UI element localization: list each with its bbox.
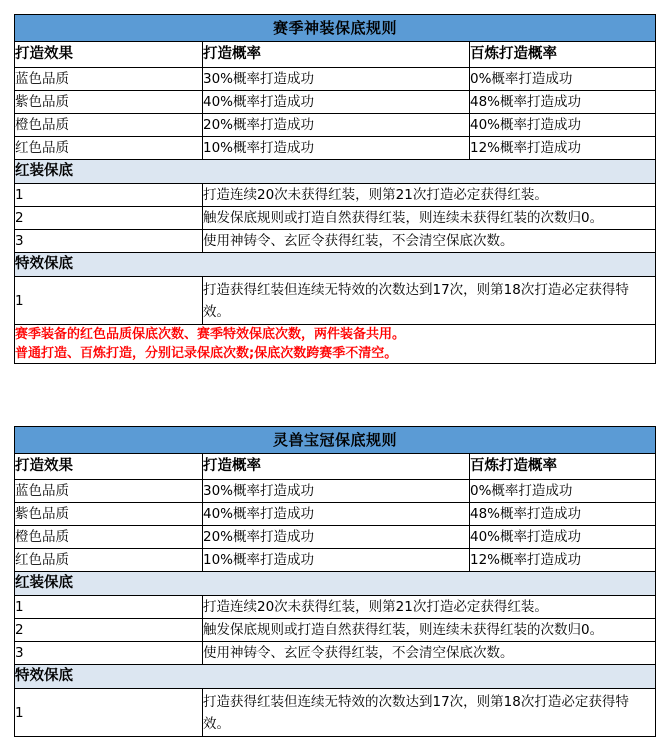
refine-rate-value: 48%概率打造成功 (470, 503, 656, 526)
section-heading-red-gear: 红装保底 (15, 160, 656, 184)
column-header-rate: 打造概率 (203, 454, 470, 480)
quality-label: 紫色品质 (15, 503, 203, 526)
craft-rate-value: 30%概率打造成功 (203, 480, 470, 503)
rule-row (15, 184, 656, 207)
quality-label: 橙色品质 (15, 526, 203, 549)
rule-text: 触发保底规则或打造自然获得红装，则连续未获得红装的次数归0。 (203, 207, 656, 230)
column-header-refine-rate: 百炼打造概率 (470, 454, 656, 480)
note-block (15, 325, 656, 364)
craft-rate-value: 30%概率打造成功 (203, 68, 470, 91)
section-heading-row (15, 572, 656, 596)
rule-text: 使用神铸令、玄匠令获得红装，不会清空保底次数。 (203, 230, 656, 253)
rule-row (15, 689, 656, 737)
column-header-effect: 打造效果 (15, 42, 203, 68)
rule-text: 使用神铸令、玄匠令获得红装，不会清空保底次数。 (203, 642, 656, 665)
rule-index: 3 (15, 642, 203, 665)
refine-rate-value: 12%概率打造成功 (470, 549, 656, 572)
craft-rate-value: 40%概率打造成功 (203, 503, 470, 526)
note-line: 普通打造、百炼打造，分别记录保底次数;保底次数跨赛季不清空。 (15, 346, 398, 361)
quality-label: 蓝色品质 (15, 480, 203, 503)
craft-rate-value: 20%概率打造成功 (203, 526, 470, 549)
rule-row (15, 642, 656, 665)
refine-rate-value: 0%概率打造成功 (470, 480, 656, 503)
rule-row (15, 207, 656, 230)
table-title-row (15, 15, 656, 42)
rule-index: 1 (15, 596, 203, 619)
rule-row (15, 619, 656, 642)
table-column-header-row (15, 454, 656, 480)
section-heading-row (15, 160, 656, 184)
column-header-refine-rate: 百炼打造概率 (470, 42, 656, 68)
rule-row (15, 277, 656, 325)
section-heading-red-gear: 红装保底 (15, 572, 656, 596)
rule-text: 打造连续20次未获得红装，则第21次打造必定获得红装。 (203, 596, 656, 619)
note-row (15, 325, 656, 364)
table-row (15, 68, 656, 91)
rule-text: 打造获得红装但连续无特效的次数达到17次，则第18次打造必定获得特效。 (203, 277, 656, 325)
quality-label: 红色品质 (15, 137, 203, 160)
rule-index: 1 (15, 277, 203, 325)
spirit-crown-rules-table (14, 426, 656, 737)
refine-rate-value: 12%概率打造成功 (470, 137, 656, 160)
rule-index: 1 (15, 689, 203, 737)
rule-index: 3 (15, 230, 203, 253)
table-title: 赛季神装保底规则 (15, 15, 656, 42)
table-column-header-row (15, 42, 656, 68)
section-heading-row (15, 253, 656, 277)
rule-index: 2 (15, 619, 203, 642)
quality-label: 蓝色品质 (15, 68, 203, 91)
table-row (15, 114, 656, 137)
craft-rate-value: 40%概率打造成功 (203, 91, 470, 114)
section-heading-row (15, 665, 656, 689)
table-row (15, 91, 656, 114)
season-gear-rules-table (14, 14, 656, 364)
section-heading-special-effect: 特效保底 (15, 665, 656, 689)
refine-rate-value: 48%概率打造成功 (470, 91, 656, 114)
quality-label: 橙色品质 (15, 114, 203, 137)
table-row (15, 526, 656, 549)
table-row (15, 137, 656, 160)
quality-label: 紫色品质 (15, 91, 203, 114)
craft-rate-value: 20%概率打造成功 (203, 114, 470, 137)
rule-text: 打造连续20次未获得红装，则第21次打造必定获得红装。 (203, 184, 656, 207)
column-header-rate: 打造概率 (203, 42, 470, 68)
rule-row (15, 230, 656, 253)
table-title-row (15, 427, 656, 454)
refine-rate-value: 40%概率打造成功 (470, 114, 656, 137)
table-row (15, 480, 656, 503)
craft-rate-value: 10%概率打造成功 (203, 137, 470, 160)
craft-rate-value: 10%概率打造成功 (203, 549, 470, 572)
rule-index: 1 (15, 184, 203, 207)
rule-text: 触发保底规则或打造自然获得红装，则连续未获得红装的次数归0。 (203, 619, 656, 642)
rule-text: 打造获得红装但连续无特效的次数达到17次，则第18次打造必定获得特效。 (203, 689, 656, 737)
rule-row (15, 596, 656, 619)
table-title: 灵兽宝冠保底规则 (15, 427, 656, 454)
section-heading-special-effect: 特效保底 (15, 253, 656, 277)
rule-index: 2 (15, 207, 203, 230)
refine-rate-value: 40%概率打造成功 (470, 526, 656, 549)
refine-rate-value: 0%概率打造成功 (470, 68, 656, 91)
table-row (15, 503, 656, 526)
table-row (15, 549, 656, 572)
quality-label: 红色品质 (15, 549, 203, 572)
note-line: 赛季装备的红色品质保底次数、赛季特效保底次数，两件装备共用。 (15, 327, 406, 342)
column-header-effect: 打造效果 (15, 454, 203, 480)
